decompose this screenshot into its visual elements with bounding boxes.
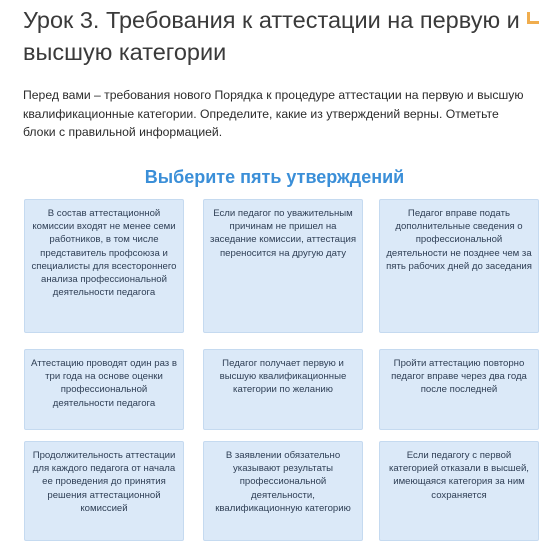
statement-grid (23, 196, 538, 530)
statement-card[interactable] (203, 441, 363, 541)
statement-card[interactable] (203, 349, 363, 430)
statement-card[interactable] (24, 349, 184, 430)
statement-text: Если педагогу с первой категорией отказали в высшей, имеющаяся категория за ним сохраняется (389, 450, 529, 501)
statement-card[interactable] (24, 199, 184, 333)
statement-card[interactable] (24, 441, 184, 541)
statement-card[interactable] (379, 349, 539, 430)
statement-card[interactable] (203, 199, 363, 333)
statement-text: Продолжительность аттестации для каждого педагога от начала ее проведения до принятия решения аттестационной комиссией (32, 450, 176, 514)
statement-text: Педагог вправе подать дополнительные сведения о профессиональной деятельности не позднее чем за пять рабочих дней до заседания (386, 208, 532, 272)
statement-card[interactable] (379, 199, 539, 333)
statement-card[interactable] (379, 441, 539, 541)
bookmark-corner-icon (527, 12, 539, 24)
statement-text: Пройти аттестацию повторно педагог вправе через два года после последней (391, 358, 527, 396)
statement-text: Аттестацию проводят один раз в три года на основе оценки профессиональной деятельности педагога (31, 358, 177, 409)
instructions-text: Перед вами – требования нового Порядка к процедуре аттестации на первую и высшую квалификационные категории. Определите, какие из утверждений верны. Отметьте блоки с правильной информацией. (23, 88, 524, 139)
lesson-title: Урок 3. Требования к аттестации на первую и высшую категории (23, 7, 520, 65)
task-heading: Выберите пять утверждений (144, 167, 405, 187)
statement-text: Педагог получает первую и высшую квалификационные категории по желанию (219, 358, 347, 396)
statement-text: В заявлении обязательно указывают результаты профессиональной деятельности, квалификационную категорию (215, 450, 351, 514)
statement-text: Если педагог по уважительным причинам не пришел на заседание комиссии, аттестация переносится на другую дату (209, 208, 357, 259)
statement-text: В состав аттестационной комиссии входят не менее семи работников, в том числе представитель профсоюза и специалисты для всестороннего анализа профессиональной деятельности педагога (31, 208, 177, 299)
